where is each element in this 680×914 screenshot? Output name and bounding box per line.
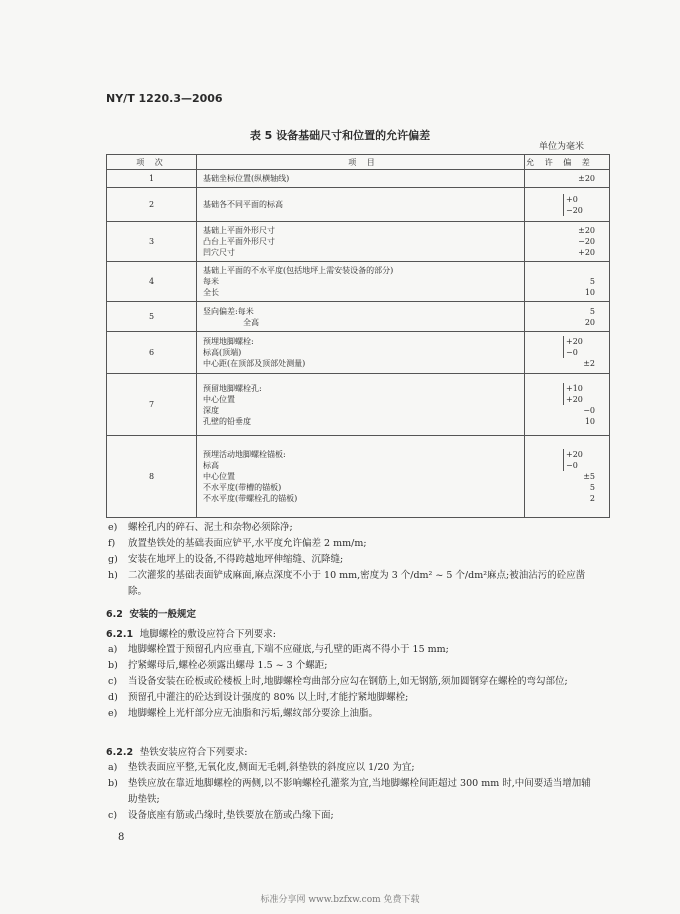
list-item (106, 536, 596, 552)
table-header-row (107, 155, 610, 170)
list-text: 拧紧螺母后,螺栓必须露出螺母 1.5 ~ 3 个螺距; (128, 660, 328, 671)
item-line: 凹穴尺寸 (203, 248, 235, 257)
list-text: 地脚螺栓上光杆部分应无油脂和污垢,螺纹部分要涂上油脂。 (128, 708, 379, 719)
row-tolerance (525, 170, 610, 188)
list-text: 设备底座有筋或凸缘时,垫铁要放在筋或凸缘下面; (128, 810, 334, 821)
item-line: 孔壁的铅垂度 (203, 416, 251, 426)
list-item (106, 706, 596, 722)
col-header-no: 项 次 (107, 155, 197, 170)
row-items (197, 436, 525, 518)
tol-line: 5 (589, 306, 595, 316)
item-line: 每米 (203, 277, 219, 286)
tol-line: 2 (589, 494, 595, 503)
row-no: 5 (107, 302, 197, 332)
row-tolerance (525, 302, 610, 332)
tol-line: −0 (566, 348, 578, 357)
row-items (197, 188, 525, 222)
list-item (106, 808, 596, 824)
list-text: 二次灌浆的基础表面铲成麻面,麻点深度不小于 10 mm,密度为 3 个/dm² ~ 5 个/dm²麻点;被油沾污的砼应凿除。 (128, 570, 586, 597)
list-text: 螺栓孔内的碎石、泥土和杂物必须除净; (128, 522, 293, 533)
item-line: 中心位置 (203, 472, 235, 481)
row-no: 8 (107, 436, 197, 518)
tol-line: ±5 (583, 472, 595, 481)
list-text: 安装在地坪上的设备,不得跨越地坪伸缩缝、沉降缝; (128, 554, 344, 565)
list-item (106, 642, 596, 658)
list-label: b) (108, 660, 118, 671)
list-label: a) (108, 644, 118, 655)
col-header-item: 项 目 (197, 155, 525, 170)
tol-line: −20 (578, 237, 595, 246)
row-tolerance (525, 374, 610, 436)
tol-line: +0 (566, 194, 578, 204)
row-items (197, 262, 525, 302)
section-title: 地脚螺栓的敷设应符合下列要求: (139, 629, 276, 640)
row-items (197, 332, 525, 374)
tol-line: +20 (566, 450, 583, 459)
item-line: 预埋活动地脚螺栓锚板: (203, 450, 286, 459)
section-6-2 (106, 606, 196, 620)
tol-line (525, 265, 595, 276)
row-no: 1 (107, 170, 197, 188)
list-label: h) (108, 570, 118, 581)
row-items (197, 374, 525, 436)
table-unit: 单位为毫米 (538, 142, 584, 152)
list-item (106, 690, 596, 706)
table-row (107, 222, 610, 262)
row-no: 7 (107, 374, 197, 436)
item-line: 基础上平面的不水平度(包括地坪上需安装设备的部分) (203, 266, 394, 275)
list-label: d) (108, 692, 118, 703)
item-line: 竖向偏差:每米 (203, 306, 254, 316)
tol-line: 10 (584, 288, 595, 297)
footer-watermark: 标准分享网 www.bzfxw.com 免费下载 (260, 895, 420, 905)
list-text: 地脚螺栓置于预留孔内应垂直,下端不应碰底,与孔壁的距离不得小于 15 mm; (128, 644, 449, 655)
section-title: 安装的一般规定 (129, 609, 196, 620)
item-line: 标高(顶端) (203, 348, 242, 357)
tol-line: +20 (578, 248, 595, 257)
list-shims (106, 760, 596, 824)
list-item (106, 568, 596, 600)
row-items (197, 170, 525, 188)
tol-line: +10 (566, 383, 583, 393)
item-line: 不水平度(带螺栓孔的锚板) (203, 494, 298, 503)
list-text: 垫铁表面应平整,无氧化皮,侧面无毛刺,斜垫铁的斜度应以 1/20 为宜; (128, 762, 415, 773)
item-line: 中心距(在顶部及顶部处测量) (203, 359, 306, 368)
list-text: 当设备安装在砼板或砼楼板上时,地脚螺栓弯曲部分应勾在钢筋上,如无钢筋,须加圆钢穿在螺栓的弯勾部位; (128, 676, 568, 687)
tol-bracket (563, 194, 595, 216)
list-item (106, 760, 596, 776)
row-no: 6 (107, 332, 197, 374)
section-title: 垫铁安装应符合下列要求: (139, 747, 248, 758)
row-items (197, 222, 525, 262)
row-no: 2 (107, 188, 197, 222)
item-line: 全长 (203, 288, 219, 297)
tol-line: +20 (566, 394, 583, 404)
section-number: 6.2 (106, 609, 123, 620)
table-row (107, 170, 610, 188)
list-item (106, 674, 596, 690)
tol-bracket (563, 449, 595, 471)
item-line: 基础坐标位置(纵横轴线) (203, 174, 290, 183)
item-line: 凸台上平面外形尺寸 (203, 237, 275, 246)
item-line: 预留地脚螺栓孔: (203, 383, 262, 393)
row-tolerance (525, 262, 610, 302)
list-label: e) (108, 708, 118, 719)
row-tolerance (525, 332, 610, 374)
table-row (107, 332, 610, 374)
section-number: 6.2.2 (106, 747, 134, 758)
list-label: a) (108, 762, 118, 773)
tol-line: 20 (584, 317, 595, 327)
list-text: 放置垫铁处的基础表面应铲平,水平度允许偏差 2 mm/m; (128, 538, 367, 549)
col-header-tolerance: 允 许 偏 差 (525, 155, 610, 170)
table-row (107, 302, 610, 332)
page-number: 8 (118, 832, 125, 843)
tol-line: −20 (566, 205, 583, 215)
row-tolerance (525, 222, 610, 262)
tol-line: 10 (584, 416, 595, 426)
standard-number: NY/T 1220.3—2006 (106, 92, 223, 105)
section-number: 6.2.1 (106, 629, 134, 640)
row-tolerance (525, 188, 610, 222)
list-item (106, 658, 596, 674)
item-line: 深度 (203, 405, 219, 415)
list-item (106, 552, 596, 568)
tol-line: ±2 (583, 359, 595, 368)
list-text: 垫铁应放在靠近地脚螺栓的两侧,以不影响螺栓孔灌浆为宜,当地脚螺栓间距超过 300 mm 时,中间要适当增加辅助垫铁; (128, 778, 591, 805)
table-row (107, 436, 610, 518)
tol-line: ±20 (578, 174, 595, 183)
table-row (107, 374, 610, 436)
item-line: 基础上平面外形尺寸 (203, 226, 275, 235)
list-label: g) (108, 554, 118, 565)
item-line: 预埋地脚螺栓: (203, 337, 254, 346)
item-line: 全高 (243, 317, 259, 327)
list-item (106, 776, 596, 808)
row-items (197, 302, 525, 332)
table-row (107, 188, 610, 222)
tol-line: ±20 (578, 226, 595, 235)
tol-line: −0 (566, 461, 578, 470)
row-no: 4 (107, 262, 197, 302)
list-label: e) (108, 522, 118, 533)
tol-bracket (563, 383, 595, 405)
table-row (107, 262, 610, 302)
section-6-2-1 (106, 626, 276, 640)
list-label: c) (108, 676, 118, 687)
list-label: b) (108, 778, 118, 789)
table-title: 表 5 设备基础尺寸和位置的允许偏差 (249, 129, 431, 142)
item-line: 标高 (203, 461, 219, 470)
section-6-2-2 (106, 744, 247, 758)
row-no: 3 (107, 222, 197, 262)
item-line: 不水平度(带槽的锚板) (203, 483, 282, 492)
tol-line: +20 (566, 337, 583, 346)
tol-line: 5 (589, 277, 595, 286)
item-line: 基础各不同平面的标高 (203, 200, 283, 209)
list-text: 预留孔中灌注的砼达到设计强度的 80% 以上时,才能拧紧地脚螺栓; (128, 692, 409, 703)
row-tolerance (525, 436, 610, 518)
tol-line: −0 (583, 405, 595, 415)
item-line: 中心位置 (203, 394, 235, 404)
list-continuation (106, 520, 596, 600)
tol-line: 5 (589, 483, 595, 492)
list-label: f) (108, 538, 116, 549)
list-anchor-bolts (106, 642, 596, 722)
list-item (106, 520, 596, 536)
tol-bracket (563, 336, 595, 358)
tolerance-table (106, 154, 610, 518)
list-label: c) (108, 810, 118, 821)
